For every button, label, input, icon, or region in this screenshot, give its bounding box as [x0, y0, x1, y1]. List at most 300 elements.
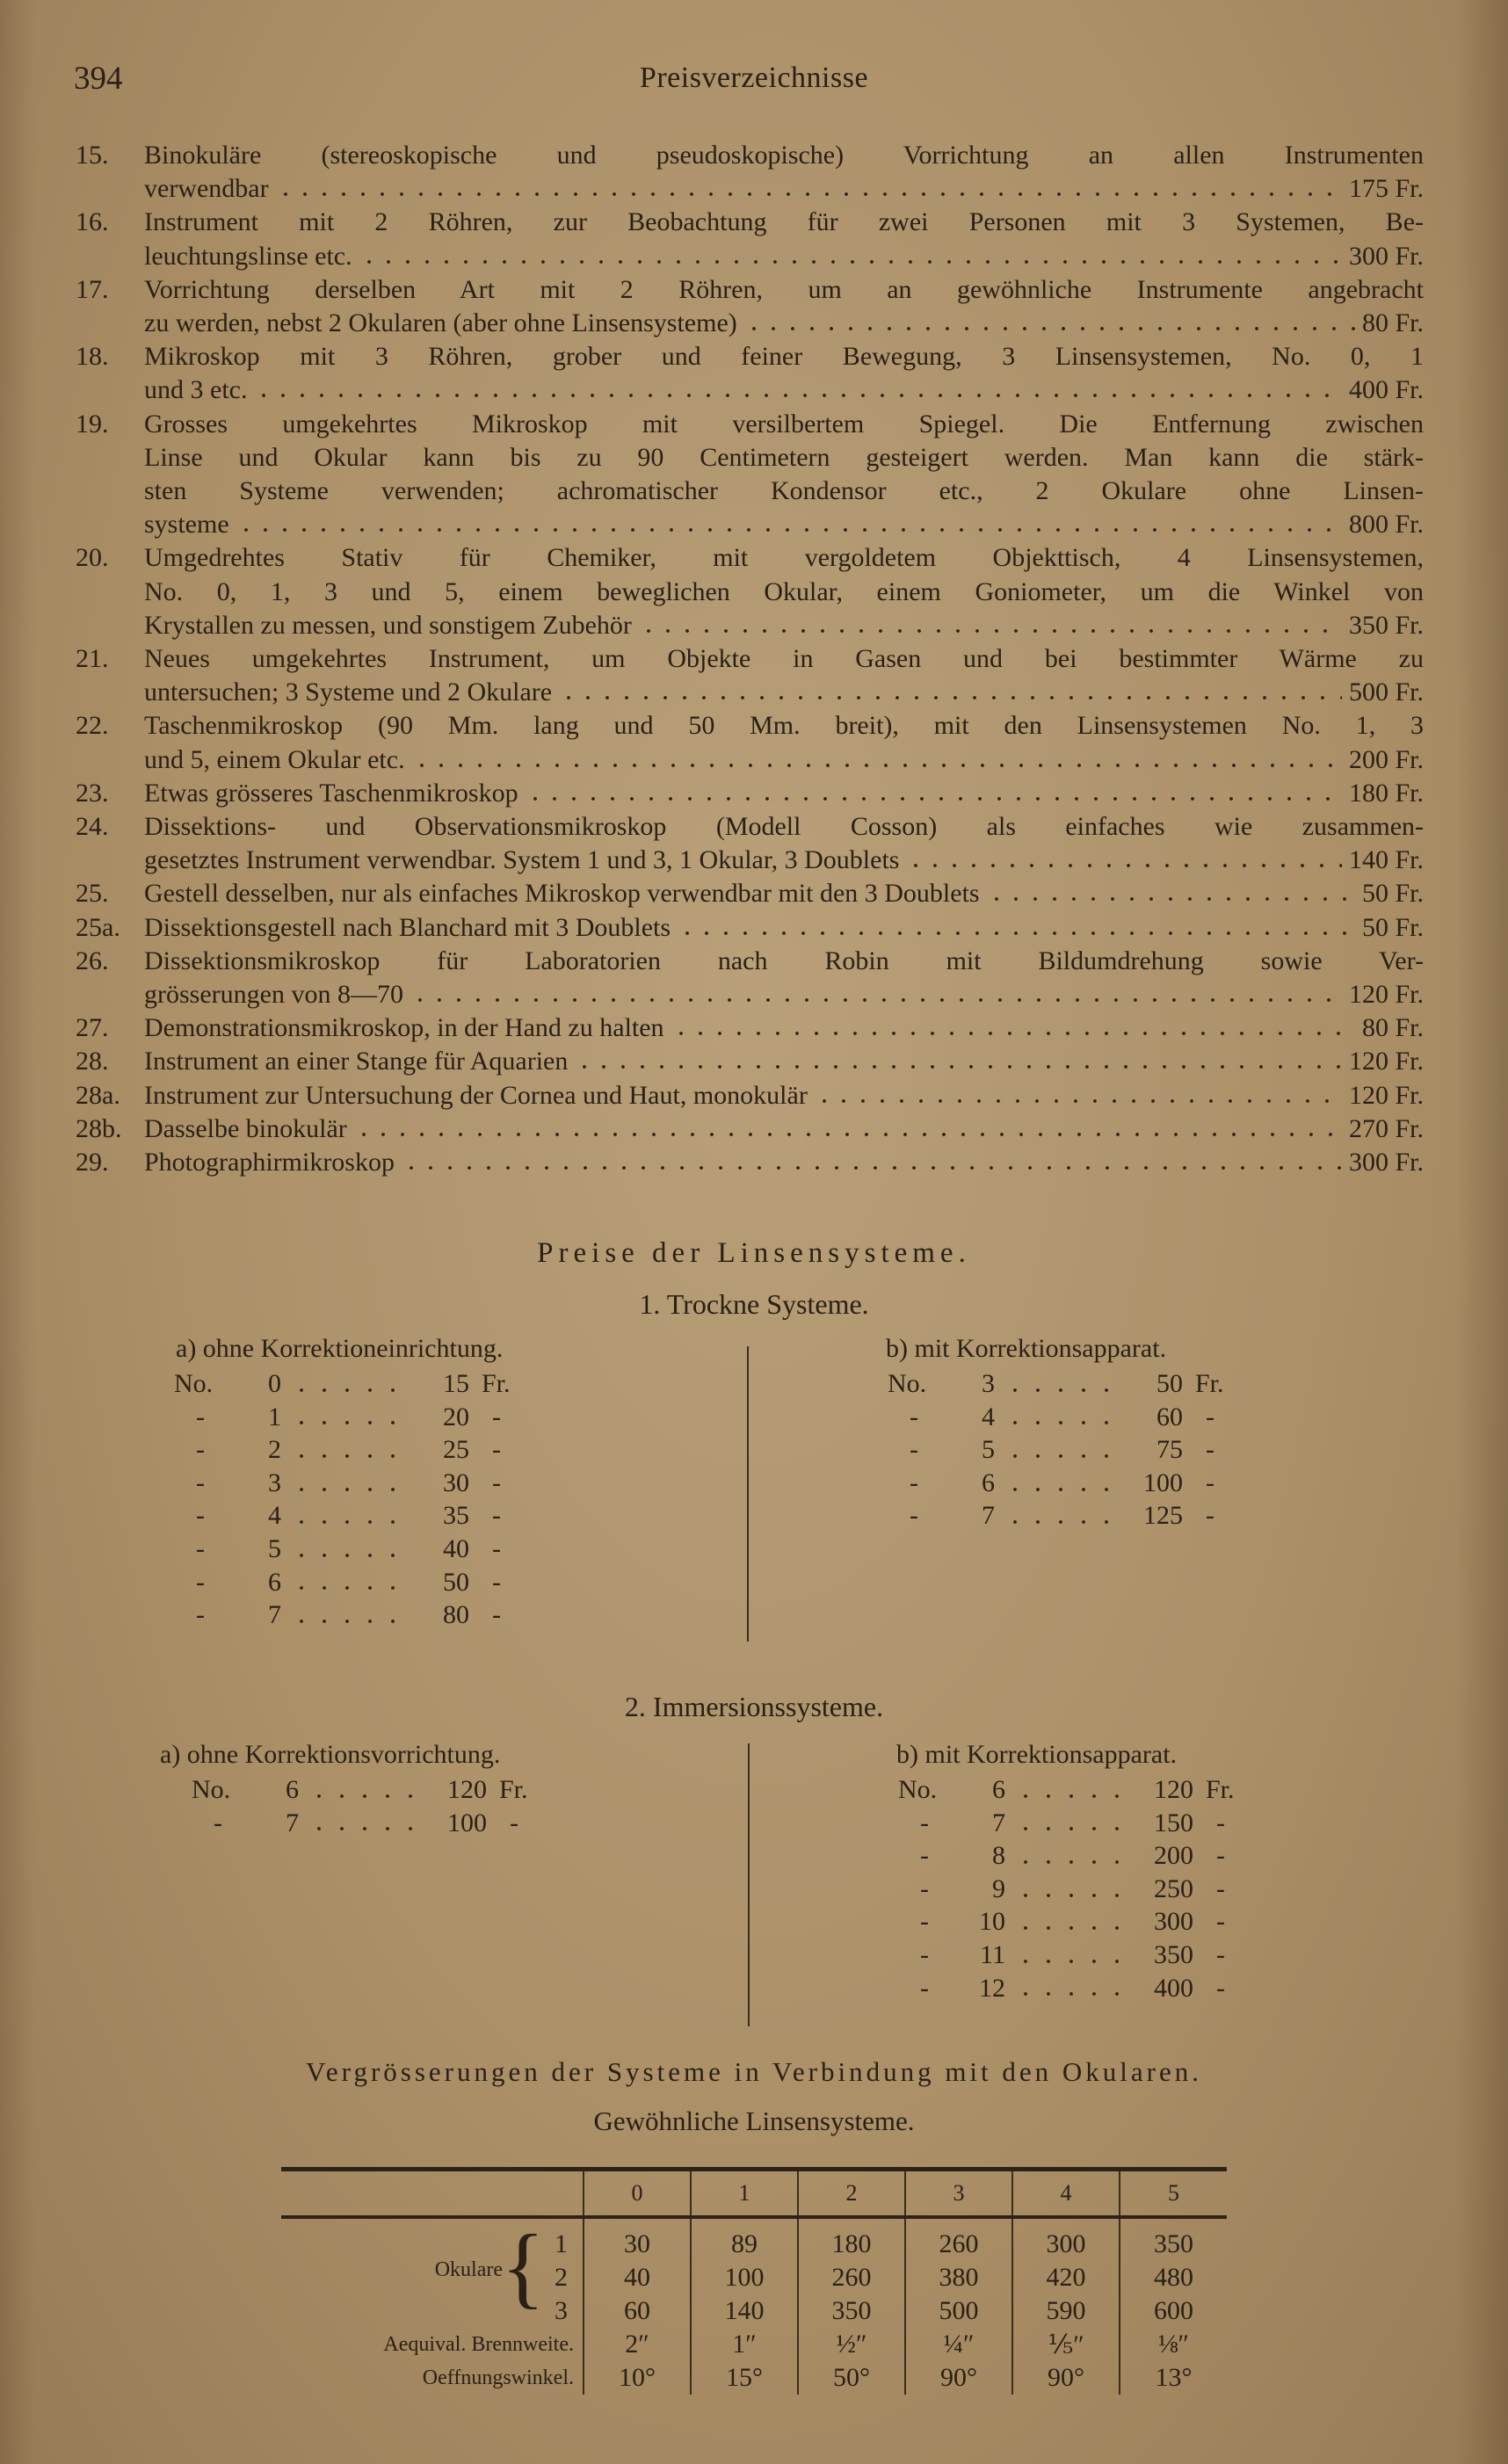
item-line: [144, 1011, 1424, 1045]
lens-price-row: [192, 1773, 562, 1807]
system-number: 7: [286, 1808, 299, 1837]
price-unit: -: [1206, 1501, 1214, 1531]
system-price: 60: [1156, 1402, 1183, 1431]
price-unit: -: [492, 1600, 501, 1630]
dot-leader: [290, 1487, 404, 1492]
system-number: 2: [268, 1435, 281, 1465]
item-body: [144, 1146, 1424, 1179]
focal-length-row-label: Aequival. Brennweite.: [383, 2332, 574, 2356]
item-line: [144, 1112, 1424, 1146]
price-item: [76, 340, 1424, 407]
system-number: 9: [992, 1873, 1005, 1903]
system-number: 10: [979, 1907, 1005, 1937]
item-description: Krystallen zu messen, und sonstigem Zubehör: [144, 610, 632, 640]
row-prefix: -: [196, 1501, 205, 1531]
item-description: verwendbar: [144, 174, 269, 204]
row-prefix: -: [910, 1435, 918, 1465]
lens-price-row: [888, 1467, 1258, 1500]
system-price: 120: [447, 1775, 487, 1804]
item-price: 350 Fr.: [1348, 610, 1424, 640]
price-unit: -: [1206, 1435, 1214, 1465]
item-line: [144, 911, 1424, 945]
ocular-number: 2: [555, 2263, 568, 2292]
magnification-value: 500: [905, 2294, 1012, 2328]
lens-price-row: [898, 1773, 1269, 1807]
magnification-value: 590: [1012, 2294, 1120, 2328]
system-number: 3: [268, 1468, 281, 1497]
item-body: [144, 1045, 1424, 1078]
item-number: 15.: [76, 141, 109, 170]
item-description: und 5, einem Okular etc.: [144, 744, 405, 774]
price-item: [76, 642, 1424, 709]
table-header-row: [281, 2171, 1227, 2217]
item-description: Dissektionsmikroskop für Laboratorien nach Robin mit Bildumdrehung sowie Ver-: [144, 946, 1424, 975]
row-prefix: -: [920, 1808, 929, 1837]
price-unit: -: [492, 1468, 501, 1497]
system-number: 6: [992, 1775, 1005, 1804]
item-price: 800 Fr.: [1348, 510, 1424, 540]
row-prefix: -: [920, 1939, 929, 1969]
magnification-value: 300: [1012, 2217, 1120, 2261]
magnification-value: 260: [798, 2261, 905, 2294]
dot-leader: [1014, 1794, 1128, 1799]
aperture-value: 15°: [691, 2361, 798, 2395]
item-price: 80 Fr.: [1361, 1013, 1424, 1043]
system-price: 120: [1154, 1775, 1193, 1804]
dot-leader: [1004, 1388, 1118, 1393]
price-item: [76, 273, 1424, 340]
row-prefix: No.: [174, 1369, 214, 1398]
lens-price-row: [898, 1972, 1269, 2005]
dot-leader: [410, 997, 1342, 1003]
dot-leader: [1014, 1959, 1128, 1964]
price-unit: -: [1206, 1402, 1214, 1431]
item-description: Instrument mit 2 Röhren, zur Beobachtung für zwei Personen mit 3 Systemen, Be-: [144, 207, 1424, 237]
dot-leader: [639, 628, 1342, 634]
item-description: systeme: [144, 510, 229, 540]
item-body: [144, 911, 1424, 945]
item-body: [144, 945, 1424, 1011]
item-line: [144, 541, 1424, 575]
item-body: [144, 541, 1424, 642]
magnification-value: 140: [691, 2294, 798, 2328]
price-item: [76, 945, 1424, 1011]
system-price: 30: [443, 1468, 469, 1497]
item-body: [144, 340, 1424, 407]
magnification-title: Vergrösserungen der Systeme in Verbindung mit den Okularen.: [305, 2056, 1203, 2087]
dot-leader: [412, 763, 1342, 768]
row-prefix: -: [910, 1468, 918, 1497]
ocular-number: 3: [555, 2296, 568, 2325]
price-unit: -: [492, 1533, 501, 1563]
price-unit: -: [510, 1808, 518, 1837]
item-line: [144, 978, 1424, 1011]
system-price: 20: [443, 1402, 469, 1431]
price-item: [76, 1045, 1424, 1078]
row-prefix: -: [196, 1468, 205, 1497]
item-body: [144, 1011, 1424, 1045]
item-line: [144, 877, 1424, 910]
item-number: 27.: [76, 1013, 109, 1043]
dot-leader: [359, 259, 1342, 265]
item-price: 120 Fr.: [1348, 980, 1424, 1010]
system-number: 11: [980, 1939, 1005, 1969]
system-price: 100: [447, 1808, 487, 1837]
item-description: Taschenmikroskop (90 Mm. lang und 50 Mm. breit), mit den Linsensystemen No. 1, 3: [144, 711, 1424, 741]
brace-icon: {: [501, 2216, 545, 2317]
system-number: 4: [982, 1402, 995, 1431]
system-number: 3: [982, 1369, 995, 1398]
item-line: [144, 340, 1424, 373]
item-body: [144, 810, 1424, 877]
item-number: 25.: [76, 879, 109, 909]
item-line: [144, 1045, 1424, 1078]
dot-leader: [308, 1794, 422, 1799]
magnification-value: 100: [691, 2261, 798, 2294]
system-number: 1: [268, 1402, 281, 1431]
item-price: 300 Fr.: [1348, 241, 1424, 271]
item-line: [144, 844, 1424, 877]
row-prefix: -: [920, 1973, 929, 2003]
dot-leader: [1014, 1991, 1128, 1997]
dry-systems-title: 1. Trockne Systeme.: [639, 1288, 869, 1320]
item-price: 120 Fr.: [1348, 1047, 1424, 1076]
focal-length-value: ⅕″: [1012, 2328, 1120, 2361]
row-prefix: -: [196, 1402, 205, 1431]
dot-leader: [236, 527, 1342, 533]
system-price: 40: [443, 1533, 469, 1563]
item-number: 28.: [76, 1047, 109, 1076]
dot-leader: [290, 1388, 404, 1393]
magnification-value: 480: [1120, 2261, 1227, 2294]
item-description: Linse und Okular kann bis zu 90 Centimetern gesteigert werden. Man kann die stärk-: [144, 442, 1424, 472]
item-body: [144, 408, 1424, 542]
column-header-system: 5: [1120, 2171, 1227, 2217]
price-item: [76, 777, 1424, 810]
immersion-a-price-list: [192, 1773, 562, 1839]
item-number: 26.: [76, 946, 109, 975]
item-line: [144, 810, 1424, 844]
item-line: [144, 139, 1424, 172]
dot-leader: [290, 1420, 404, 1425]
lens-price-row: [898, 1939, 1269, 1972]
row-prefix: -: [920, 1841, 929, 1871]
system-price: 250: [1154, 1873, 1193, 1903]
item-line: [144, 576, 1424, 609]
system-price: 400: [1154, 1973, 1193, 2003]
item-body: [144, 1079, 1424, 1112]
lens-price-row: [174, 1401, 545, 1434]
item-line: [144, 777, 1424, 810]
magnification-value: 30: [584, 2217, 691, 2261]
item-number: 29.: [76, 1148, 109, 1178]
dot-leader: [1004, 1519, 1118, 1525]
aperture-row: [281, 2361, 1227, 2395]
dot-leader: [815, 1098, 1342, 1104]
dot-leader: [906, 863, 1342, 868]
immersion-systems-title: 2. Immersionssysteme.: [624, 1691, 884, 1722]
dry-a-price-list: [174, 1367, 545, 1632]
dry-b-price-list: [888, 1367, 1258, 1533]
item-line: [144, 642, 1424, 676]
system-number: 5: [982, 1435, 995, 1465]
item-description: zu werden, nebst 2 Okularen (aber ohne Linsensysteme): [144, 308, 737, 338]
magnification-value: 380: [905, 2261, 1012, 2294]
dot-leader: [526, 796, 1342, 801]
item-description: Instrument zur Untersuchung der Cornea und Haut, monokulär: [144, 1080, 808, 1110]
item-description: Etwas grösseres Taschenmikroskop: [144, 778, 518, 808]
lens-price-row: [898, 1905, 1269, 1939]
focal-length-row: [281, 2328, 1227, 2361]
item-line: [144, 441, 1424, 475]
dot-leader: [671, 1031, 1355, 1036]
row-prefix: -: [196, 1533, 205, 1563]
lens-prices-title: Preise der Linsensysteme.: [537, 1237, 971, 1269]
row-prefix: No.: [898, 1775, 938, 1804]
dot-leader: [987, 896, 1355, 902]
aperture-row-label: Oeffnungswinkel.: [422, 2366, 574, 2389]
running-head: Preisverzeichnisse: [639, 62, 869, 94]
system-price: 125: [1143, 1501, 1183, 1531]
system-price: 25: [443, 1435, 469, 1465]
dot-leader: [276, 192, 1342, 197]
item-number: 24.: [76, 812, 109, 842]
item-body: [144, 877, 1424, 910]
item-description: sten Systeme verwenden; achromatischer Kondensor etc., 2 Okulare ohne Linsen-: [144, 476, 1424, 506]
column-header-system: 2: [798, 2171, 905, 2217]
item-line: [144, 206, 1424, 239]
immersion-b-heading: b) mit Korrektionsapparat.: [896, 1740, 1178, 1769]
page-left-shadow: [0, 0, 35, 2464]
system-number: 12: [979, 1973, 1005, 2003]
item-number: 16.: [76, 207, 109, 237]
dot-leader: [254, 393, 1342, 398]
magnification-value: 350: [798, 2294, 905, 2328]
system-price: 100: [1143, 1468, 1183, 1497]
column-divider: [748, 1743, 750, 2026]
item-line: [144, 408, 1424, 441]
dot-leader: [744, 326, 1355, 331]
item-number: 20.: [76, 543, 109, 573]
ocular-group: [281, 2217, 584, 2328]
dot-leader: [1014, 1826, 1128, 1831]
item-description: Dissektionsgestell nach Blanchard mit 3 Doublets: [144, 912, 671, 942]
item-line: [144, 508, 1424, 541]
dot-leader: [290, 1453, 404, 1459]
column-divider: [747, 1346, 749, 1641]
item-price: 200 Fr.: [1348, 744, 1424, 774]
item-number: 28a.: [76, 1080, 120, 1110]
price-item: [76, 1146, 1424, 1179]
system-number: 4: [268, 1501, 281, 1531]
item-price: 400 Fr.: [1348, 375, 1424, 405]
dot-leader: [1014, 1859, 1128, 1865]
lens-price-row: [174, 1533, 545, 1566]
dot-leader: [290, 1553, 404, 1558]
aperture-value: 90°: [1012, 2361, 1120, 2395]
item-body: [144, 642, 1424, 709]
system-price: 80: [443, 1600, 469, 1630]
row-prefix: -: [910, 1501, 918, 1531]
price-unit: -: [1206, 1468, 1214, 1497]
lens-price-row: [174, 1598, 545, 1632]
column-header-system: 1: [691, 2171, 798, 2217]
item-number: 28b.: [76, 1113, 122, 1143]
item-description: gesetztes Instrument verwendbar. System 1 und 3, 1 Okular, 3 Doublets: [144, 845, 900, 875]
dot-leader: [1004, 1453, 1118, 1459]
dot-leader: [678, 931, 1355, 936]
system-number: 8: [992, 1841, 1005, 1871]
lens-price-row: [192, 1807, 562, 1840]
lens-price-row: [174, 1367, 545, 1401]
item-description: Instrument an einer Stange für Aquarien: [144, 1047, 569, 1076]
aperture-value: 13°: [1120, 2361, 1227, 2395]
item-description: Photographirmikroskop: [144, 1148, 395, 1178]
item-description: Demonstrationsmikroskop, in der Hand zu halten: [144, 1013, 664, 1043]
price-unit: -: [1216, 1808, 1225, 1837]
item-description: Neues umgekehrtes Instrument, um Objekte in Gasen und bei bestimmter Wärme zu: [144, 644, 1424, 674]
lens-price-row: [174, 1433, 545, 1467]
item-body: [144, 777, 1424, 810]
price-item: [76, 541, 1424, 642]
item-body: [144, 206, 1424, 272]
system-price: 15: [443, 1369, 469, 1398]
lens-price-row: [174, 1467, 545, 1500]
system-price: 35: [443, 1501, 469, 1531]
dot-leader: [354, 1132, 1342, 1137]
lens-price-row: [898, 1839, 1269, 1873]
system-price: 50: [1156, 1369, 1183, 1398]
item-line: [144, 373, 1424, 407]
price-item: [76, 911, 1424, 945]
price-unit: Fr.: [1206, 1775, 1235, 1804]
row-prefix: -: [196, 1567, 205, 1597]
system-price: 350: [1154, 1939, 1193, 1969]
price-item: [76, 408, 1424, 542]
ocular-label: Okulare: [434, 2258, 503, 2281]
item-price: 180 Fr.: [1348, 778, 1424, 808]
price-item: [76, 1112, 1424, 1146]
system-number: 0: [268, 1369, 281, 1398]
row-prefix: -: [920, 1873, 929, 1903]
dot-leader: [308, 1826, 422, 1831]
item-description: Dissektions- und Observationsmikroskop (Modell Cosson) als einfaches wie zusammen-: [144, 812, 1424, 842]
item-line: [144, 475, 1424, 508]
price-unit: -: [492, 1402, 501, 1431]
item-price: 175 Fr.: [1348, 174, 1424, 204]
system-number: 6: [286, 1775, 299, 1804]
magnification-value: 89: [691, 2217, 798, 2261]
aperture-value: 50°: [798, 2361, 905, 2395]
price-item: [76, 1011, 1424, 1045]
dot-leader: [290, 1519, 404, 1525]
price-item: [76, 1079, 1424, 1112]
price-item: [76, 709, 1424, 776]
column-header-system: 4: [1012, 2171, 1120, 2217]
item-body: [144, 139, 1424, 206]
item-line: [144, 743, 1424, 777]
magnification-table-wrap: [281, 2167, 1227, 2395]
item-body: [144, 1112, 1424, 1146]
item-description: untersuchen; 3 Systeme und 2 Okulare: [144, 678, 553, 707]
system-price: 200: [1154, 1841, 1193, 1871]
item-description: Gestell desselben, nur als einfaches Mikroskop verwendbar mit den 3 Doublets: [144, 879, 980, 909]
column-header-system: 3: [905, 2171, 1012, 2217]
item-number: 22.: [76, 711, 109, 741]
item-description: Mikroskop mit 3 Röhren, grober und feiner Bewegung, 3 Linsensystemen, No. 0, 1: [144, 342, 1424, 372]
magnification-value: 180: [798, 2217, 905, 2261]
system-price: 300: [1154, 1907, 1193, 1937]
price-unit: -: [492, 1567, 501, 1597]
item-line: [144, 1146, 1424, 1179]
item-line: [144, 172, 1424, 206]
row-prefix: -: [196, 1435, 205, 1465]
item-description: leuchtungslinse etc.: [144, 241, 352, 271]
item-line: [144, 676, 1424, 709]
system-number: 7: [268, 1600, 281, 1630]
price-unit: -: [1216, 1841, 1225, 1871]
dot-leader: [559, 695, 1342, 700]
row-prefix: -: [910, 1402, 918, 1431]
item-price: 140 Fr.: [1348, 845, 1424, 875]
dot-leader: [290, 1619, 404, 1624]
item-number: 18.: [76, 342, 109, 372]
system-number: 6: [268, 1567, 281, 1597]
dot-leader: [1014, 1925, 1128, 1931]
price-unit: Fr.: [482, 1369, 511, 1398]
price-unit: Fr.: [1195, 1369, 1224, 1398]
row-prefix: -: [196, 1600, 205, 1630]
item-description: No. 0, 1, 3 und 5, einem beweglichen Okular, einem Goniometer, um die Winkel von: [144, 576, 1424, 606]
lens-price-row: [174, 1499, 545, 1533]
dry-a-heading: a) ohne Korrektioneinrichtung.: [176, 1334, 504, 1363]
immersion-a-heading: a) ohne Korrektionsvorrichtung.: [160, 1740, 501, 1769]
system-number: 6: [982, 1468, 995, 1497]
item-line: [144, 240, 1424, 273]
lens-price-row: [888, 1499, 1258, 1533]
lens-price-row: [888, 1433, 1258, 1467]
magnification-value: 600: [1120, 2294, 1227, 2328]
price-item: [76, 877, 1424, 910]
price-list: [76, 139, 1424, 1179]
item-description: Binokuläre (stereoskopische und pseudoskopische) Vorrichtung an allen Instrumenten: [144, 141, 1424, 170]
row-prefix: -: [920, 1907, 929, 1937]
focal-length-value: 2″: [584, 2328, 691, 2361]
price-unit: -: [492, 1501, 501, 1531]
system-price: 50: [443, 1567, 469, 1597]
item-description: Grosses umgekehrtes Mikroskop mit versilbertem Spiegel. Die Entfernung zwischen: [144, 409, 1424, 438]
page-number: 394: [74, 61, 123, 97]
price-item: [76, 206, 1424, 272]
item-line: [144, 709, 1424, 743]
item-price: 500 Fr.: [1348, 678, 1424, 707]
price-item: [76, 810, 1424, 877]
aperture-value: 90°: [905, 2361, 1012, 2395]
ocular-number: 1: [555, 2229, 568, 2258]
dry-b-heading: b) mit Korrektionsapparat.: [886, 1334, 1167, 1363]
item-description: grösserungen von 8—70: [144, 980, 403, 1010]
header-blank: [281, 2171, 584, 2217]
item-line: [144, 307, 1424, 340]
price-unit: -: [1216, 1939, 1225, 1969]
magnification-value: 420: [1012, 2261, 1120, 2294]
price-item: [76, 139, 1424, 206]
aperture-value: 10°: [584, 2361, 691, 2395]
item-number: 19.: [76, 409, 109, 438]
dot-leader: [1004, 1487, 1118, 1492]
price-unit: -: [1216, 1907, 1225, 1937]
item-number: 23.: [76, 778, 109, 808]
